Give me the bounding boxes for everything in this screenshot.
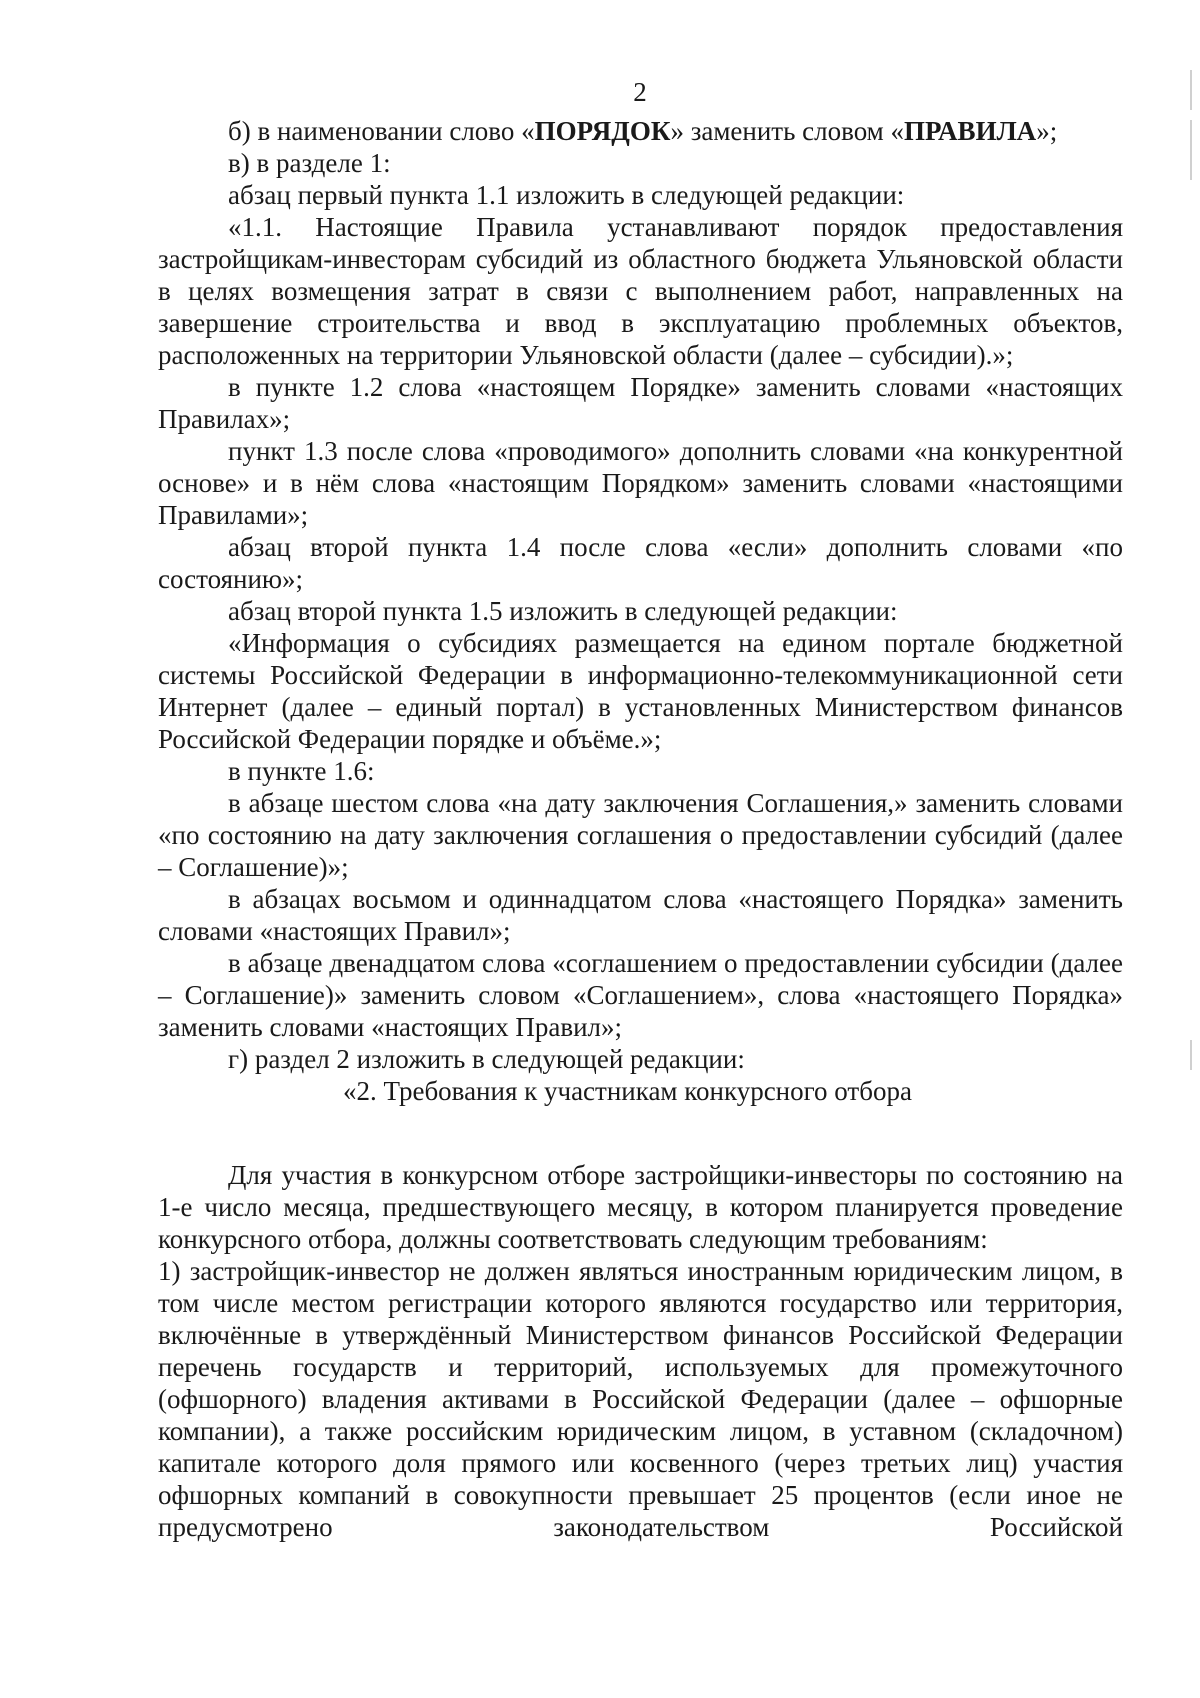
paragraph-section-2-intro: г) раздел 2 изложить в следующей редакции: — [228, 1044, 745, 1074]
paragraph-requirements-intro: Для участия в конкурсном отборе застройщики-инвесторы по состоянию на 1-е число месяца, предшествующего месяцу, в котором планируется проведение конкурсного отбора, должны соответствовать следующим требованиям: — [158, 1160, 1123, 1254]
paragraph-1-1-intro: абзац первый пункта 1.1 изложить в следующей редакции: — [228, 180, 905, 210]
paragraph-1-4: абзац второй пункта 1.4 после слова «если» дополнить словами «по состоянию»; — [158, 532, 1123, 594]
paragraph-1-5-intro: абзац второй пункта 1.5 изложить в следующей редакции: — [228, 596, 898, 626]
page-number: 2 — [633, 77, 647, 107]
paragraph-1-6-intro: в пункте 1.6: — [228, 756, 375, 786]
scan-edge-mark — [1190, 1040, 1192, 1070]
paragraph-1-1-text: «1.1. Настоящие Правила устанавливают порядок предоставления застройщикам-инвесторам субсидий из областного бюджета Ульяновской области в целях возмещения затрат в связи с выполнением работ, направленных на завершение строительства и ввод в эксплуатацию проблемных объектов, расположенных на территории Ульяновской области (далее – субсидии).»; — [158, 212, 1123, 370]
paragraph-1-6-twelfth: в абзаце двенадцатом слова «соглашением о предоставлении субсидии (далее – Соглашение)» заменить словом «Соглашением», слова «настоящего Порядка» заменить словами «настоящих Правил»; — [158, 948, 1123, 1042]
scan-edge-mark — [1190, 120, 1192, 180]
requirement-1-text: 1) застройщик-инвестор не должен являться иностранным юридическим лицом, в том числе местом регистрации которого являются государство или территория, включённые в утверждённый Министерством финансов Российской Федерации перечень государств и территорий, используемых для промежуточного (офшорного) владения активами в Российской Федерации (далее – офшорные компании), а также российским юридическим лицом, в уставном (складочном) капитале которого доля прямого или косвенного (через третьих лиц) участия офшорных компаний в совокупности превышает 25 процентов (если иное не предусмотрено законодательством Российской — [158, 1256, 1123, 1542]
scan-edge-mark — [1190, 70, 1192, 110]
paragraph-1-5-text: «Информация о субсидиях размещается на едином портале бюджетной системы Российской Федерации в информационно-телекоммуникационной сети Интернет (далее – единый портал) в установленных Министерством финансов Российской Федерации порядке и объёме.»; — [158, 628, 1123, 754]
paragraph-1-2: в пункте 1.2 слова «настоящем Порядке» заменить словами «настоящих Правилах»; — [158, 372, 1123, 434]
paragraph-1-6-eighth-eleventh: в абзацах восьмом и одиннадцатом слова «настоящего Порядка» заменить словами «настоящих Правил»; — [158, 884, 1123, 946]
paragraph-requirement-1 — [158, 1255, 1123, 1543]
spacer — [158, 1107, 1123, 1139]
paragraph-rename-title — [158, 115, 1123, 147]
bold-word-poryadok: ПОРЯДОК — [534, 116, 671, 146]
section-2-heading: «2. Требования к участникам конкурсного отбора — [343, 1076, 912, 1106]
bold-word-pravila: ПРАВИЛА — [904, 116, 1037, 146]
paragraph-1-3: пункт 1.3 после слова «проводимого» дополнить словами «на конкурентной основе» и в нём слова «настоящим Порядком» заменить словами «настоящими Правилами»; — [158, 436, 1123, 530]
document-body — [158, 115, 1123, 1543]
p1-text-mid: » заменить словом « — [670, 116, 905, 146]
paragraph-1-6-sixth: в абзаце шестом слова «на дату заключения Соглашения,» заменить словами «по состоянию на дату заключения соглашения о предоставлении субсидий (далее – Соглашение)»; — [158, 788, 1123, 882]
p1-text-start: б) в наименовании слово « — [228, 116, 535, 146]
p1-text-end: »; — [1036, 116, 1058, 146]
spacer — [158, 1139, 1123, 1159]
paragraph-section-1: в) в разделе 1: — [228, 148, 391, 178]
